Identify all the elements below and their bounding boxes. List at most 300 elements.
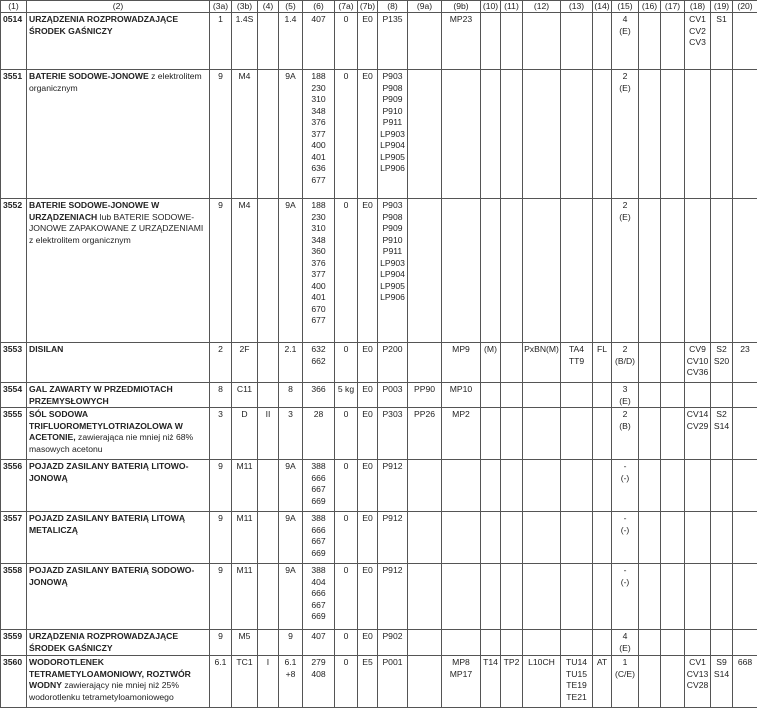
cell-c6 bbox=[303, 408, 335, 460]
cell-value: 388 bbox=[304, 461, 333, 473]
cell-c7b: E0 bbox=[358, 70, 378, 199]
cell-value: 188 bbox=[304, 71, 333, 83]
cell-c5: 9A bbox=[279, 460, 303, 512]
cell-value: 400 bbox=[304, 281, 333, 293]
cell-value: CV14 bbox=[686, 409, 709, 421]
un-number-cell: 3554 bbox=[1, 383, 27, 408]
un-number-cell: 3559 bbox=[1, 630, 27, 656]
cell-c8 bbox=[378, 383, 408, 408]
cell-c18 bbox=[685, 13, 711, 70]
substance-name-cell bbox=[27, 343, 210, 383]
cell-value: 636 bbox=[304, 163, 333, 175]
table-row bbox=[1, 564, 757, 630]
cell-c17 bbox=[661, 199, 685, 343]
cell-c20 bbox=[733, 564, 757, 630]
cell-value: TE19 bbox=[562, 680, 591, 692]
table-row bbox=[1, 343, 757, 383]
substance-name-rest: z elektrolitem organicznym bbox=[29, 71, 202, 93]
cell-c11 bbox=[501, 343, 523, 383]
table-row bbox=[1, 656, 757, 708]
substance-name-bold: URZĄDZENIA ROZPROWADZAJĄCE ŚRODEK GAŚNICZY bbox=[29, 14, 178, 36]
cell-c16 bbox=[639, 630, 661, 656]
cell-value: 407 bbox=[304, 631, 333, 643]
cell-c16 bbox=[639, 512, 661, 564]
cell-c6 bbox=[303, 656, 335, 708]
cell-c5: 3 bbox=[279, 408, 303, 460]
cell-c15 bbox=[612, 460, 639, 512]
cell-c14 bbox=[593, 460, 612, 512]
cell-value: CV1 bbox=[686, 657, 709, 669]
cell-c4 bbox=[258, 460, 279, 512]
substance-name-cell bbox=[27, 512, 210, 564]
cell-value: 310 bbox=[304, 223, 333, 235]
cell-c12 bbox=[523, 13, 561, 70]
substance-name-cell bbox=[27, 656, 210, 708]
cell-c17 bbox=[661, 564, 685, 630]
substance-name-bold: BATERIE SODOWE-JONOWE W URZĄDZENIACH bbox=[29, 200, 159, 222]
column-header: (15) bbox=[612, 1, 639, 13]
cell-value: LP903 bbox=[379, 258, 406, 270]
cell-c7b: E5 bbox=[358, 656, 378, 708]
cell-c18 bbox=[685, 630, 711, 656]
cell-c5: 8 bbox=[279, 383, 303, 408]
cell-c4 bbox=[258, 630, 279, 656]
cell-value: 407 bbox=[304, 14, 333, 26]
cell-value: P911 bbox=[379, 246, 406, 258]
cell-c11 bbox=[501, 460, 523, 512]
substance-name-cell bbox=[27, 383, 210, 408]
cell-value: MP17 bbox=[443, 669, 479, 681]
cell-c18 bbox=[685, 408, 711, 460]
cell-value: P908 bbox=[379, 212, 406, 224]
column-header: (16) bbox=[639, 1, 661, 13]
cell-c7b: E0 bbox=[358, 564, 378, 630]
cell-c16 bbox=[639, 383, 661, 408]
cell-value: P912 bbox=[379, 513, 406, 525]
cell-c12 bbox=[523, 199, 561, 343]
cell-c3a: 9 bbox=[210, 70, 232, 199]
cell-c15 bbox=[612, 13, 639, 70]
cell-c16 bbox=[639, 656, 661, 708]
cell-c16 bbox=[639, 460, 661, 512]
cell-c18 bbox=[685, 343, 711, 383]
cell-c10 bbox=[481, 408, 501, 460]
cell-value: 662 bbox=[304, 356, 333, 368]
cell-c6 bbox=[303, 630, 335, 656]
table-row bbox=[1, 70, 757, 199]
cell-c13 bbox=[561, 343, 593, 383]
cell-c20 bbox=[733, 70, 757, 199]
cell-c8 bbox=[378, 656, 408, 708]
cell-c11 bbox=[501, 512, 523, 564]
cell-value: P911 bbox=[379, 117, 406, 129]
cell-c7a: 0 bbox=[335, 343, 358, 383]
cell-c19 bbox=[711, 199, 733, 343]
cell-c3b: 2F bbox=[232, 343, 258, 383]
cell-c3b: M4 bbox=[232, 199, 258, 343]
cell-c15 bbox=[612, 343, 639, 383]
table-row bbox=[1, 630, 757, 656]
cell-c9a bbox=[408, 199, 442, 343]
column-header: (20) bbox=[733, 1, 757, 13]
un-number-cell: 3552 bbox=[1, 199, 27, 343]
cell-value: 666 bbox=[304, 525, 333, 537]
cell-c20 bbox=[733, 460, 757, 512]
cell-value: 377 bbox=[304, 269, 333, 281]
cell-c12 bbox=[523, 564, 561, 630]
cell-value: P908 bbox=[379, 83, 406, 95]
cell-c15 bbox=[612, 383, 639, 408]
cell-c14 bbox=[593, 408, 612, 460]
cell-c13 bbox=[561, 630, 593, 656]
cell-c4: I bbox=[258, 656, 279, 708]
cell-c6 bbox=[303, 564, 335, 630]
cell-c20 bbox=[733, 512, 757, 564]
cell-c4 bbox=[258, 199, 279, 343]
cell-value: CV10 bbox=[686, 356, 709, 368]
table-row bbox=[1, 199, 757, 343]
cell-c9b bbox=[442, 656, 481, 708]
cell-c7b: E0 bbox=[358, 13, 378, 70]
cell-value: P903 bbox=[379, 200, 406, 212]
cell-value: 401 bbox=[304, 152, 333, 164]
substance-name-bold: WODOROTLENEK TETRAMETYLOAMONIOWY, ROZTWÓR WODNY bbox=[29, 657, 191, 690]
cell-c11 bbox=[501, 564, 523, 630]
un-number-cell: 3560 bbox=[1, 656, 27, 708]
cell-c19 bbox=[711, 656, 733, 708]
table-row bbox=[1, 408, 757, 460]
cell-c3b: 1.4S bbox=[232, 13, 258, 70]
cell-c8 bbox=[378, 408, 408, 460]
cell-c19 bbox=[711, 343, 733, 383]
cell-c13 bbox=[561, 656, 593, 708]
cell-value: CV28 bbox=[686, 680, 709, 692]
cell-c16 bbox=[639, 70, 661, 199]
cell-value: MP9 bbox=[443, 344, 479, 356]
cell-c8 bbox=[378, 630, 408, 656]
column-header: (3a) bbox=[210, 1, 232, 13]
cell-c17 bbox=[661, 70, 685, 199]
cell-c12 bbox=[523, 408, 561, 460]
cell-value: S1 bbox=[712, 14, 731, 26]
cell-c7a: 5 kg bbox=[335, 383, 358, 408]
cell-value: 2 bbox=[613, 71, 637, 83]
cell-c3b: C11 bbox=[232, 383, 258, 408]
cell-c15 bbox=[612, 408, 639, 460]
cell-c12 bbox=[523, 512, 561, 564]
cell-value: P903 bbox=[379, 71, 406, 83]
cell-c8 bbox=[378, 512, 408, 564]
cell-c9a bbox=[408, 70, 442, 199]
substance-name-bold: URZĄDZENIA ROZPROWADZAJĄCE ŚRODEK GAŚNICZY bbox=[29, 631, 178, 653]
column-header: (2) bbox=[27, 1, 210, 13]
cell-c3a: 9 bbox=[210, 630, 232, 656]
cell-value: P912 bbox=[379, 565, 406, 577]
cell-c5: 2.1 bbox=[279, 343, 303, 383]
cell-value: (-) bbox=[613, 577, 637, 589]
cell-c9b bbox=[442, 630, 481, 656]
un-number-cell: 3553 bbox=[1, 343, 27, 383]
cell-c15 bbox=[612, 70, 639, 199]
cell-value: 677 bbox=[304, 175, 333, 187]
cell-c11 bbox=[501, 630, 523, 656]
un-number-cell: 3557 bbox=[1, 512, 27, 564]
cell-c18 bbox=[685, 656, 711, 708]
cell-c18 bbox=[685, 512, 711, 564]
cell-value: S20 bbox=[712, 356, 731, 368]
cell-c7a: 0 bbox=[335, 564, 358, 630]
cell-value: S9 bbox=[712, 657, 731, 669]
table-row bbox=[1, 460, 757, 512]
cell-value: - bbox=[613, 565, 637, 577]
cell-value: MP8 bbox=[443, 657, 479, 669]
cell-value: 188 bbox=[304, 200, 333, 212]
cell-c12 bbox=[523, 630, 561, 656]
cell-c10 bbox=[481, 630, 501, 656]
cell-c13 bbox=[561, 199, 593, 343]
cell-value: 667 bbox=[304, 536, 333, 548]
cell-c10 bbox=[481, 70, 501, 199]
cell-c6 bbox=[303, 199, 335, 343]
cell-value: P910 bbox=[379, 235, 406, 247]
cell-c3b: M4 bbox=[232, 70, 258, 199]
cell-c5: 9A bbox=[279, 199, 303, 343]
cell-c7b: E0 bbox=[358, 343, 378, 383]
cell-c19 bbox=[711, 70, 733, 199]
cell-value: 279 bbox=[304, 657, 333, 669]
cell-c18 bbox=[685, 199, 711, 343]
cell-value: 376 bbox=[304, 117, 333, 129]
cell-value: (E) bbox=[613, 643, 637, 655]
cell-value: 632 bbox=[304, 344, 333, 356]
cell-c19 bbox=[711, 383, 733, 408]
cell-c15 bbox=[612, 564, 639, 630]
cell-value: 666 bbox=[304, 588, 333, 600]
cell-c20 bbox=[733, 408, 757, 460]
cell-value: LP903 bbox=[379, 129, 406, 141]
cell-c3a: 9 bbox=[210, 512, 232, 564]
cell-value: 1 bbox=[613, 657, 637, 669]
cell-value: P912 bbox=[379, 461, 406, 473]
cell-c19 bbox=[711, 460, 733, 512]
column-header: (10) bbox=[481, 1, 501, 13]
cell-value: LP905 bbox=[379, 281, 406, 293]
cell-value: 360 bbox=[304, 246, 333, 258]
cell-c3a: 9 bbox=[210, 564, 232, 630]
cell-c17 bbox=[661, 656, 685, 708]
substance-name-bold: POJAZD ZASILANY BATERIĄ SODOWO-JONOWĄ bbox=[29, 565, 194, 587]
column-header: (7a) bbox=[335, 1, 358, 13]
cell-c10 bbox=[481, 13, 501, 70]
cell-c17 bbox=[661, 13, 685, 70]
cell-c16 bbox=[639, 408, 661, 460]
cell-value: 377 bbox=[304, 129, 333, 141]
cell-value: S2 bbox=[712, 409, 731, 421]
cell-c3a: 8 bbox=[210, 383, 232, 408]
cell-value: CV2 bbox=[686, 26, 709, 38]
cell-c16 bbox=[639, 13, 661, 70]
cell-c5: 9 bbox=[279, 630, 303, 656]
cell-value: P003 bbox=[379, 384, 406, 396]
cell-c10: (M) bbox=[481, 343, 501, 383]
cell-c10 bbox=[481, 512, 501, 564]
cell-c17 bbox=[661, 460, 685, 512]
cell-c9b bbox=[442, 13, 481, 70]
cell-c16 bbox=[639, 199, 661, 343]
cell-value: TT9 bbox=[562, 356, 591, 368]
cell-c12 bbox=[523, 70, 561, 199]
cell-value: 28 bbox=[304, 409, 333, 421]
cell-value: 366 bbox=[304, 384, 333, 396]
cell-c14 bbox=[593, 564, 612, 630]
cell-c8 bbox=[378, 460, 408, 512]
cell-c20 bbox=[733, 630, 757, 656]
cell-c4: II bbox=[258, 408, 279, 460]
cell-c11 bbox=[501, 13, 523, 70]
cell-value: TU15 bbox=[562, 669, 591, 681]
cell-c7b: E0 bbox=[358, 512, 378, 564]
cell-c7a: 0 bbox=[335, 630, 358, 656]
cell-value: (-) bbox=[613, 473, 637, 485]
cell-c9b bbox=[442, 408, 481, 460]
cell-c3b: M11 bbox=[232, 564, 258, 630]
cell-c7a: 0 bbox=[335, 656, 358, 708]
cell-c12: L10CH bbox=[523, 656, 561, 708]
cell-value: CV29 bbox=[686, 421, 709, 433]
cell-c18 bbox=[685, 460, 711, 512]
cell-c8 bbox=[378, 199, 408, 343]
cell-value: (B) bbox=[613, 421, 637, 433]
substance-name-bold: BATERIE SODOWE-JONOWE bbox=[29, 71, 149, 81]
cell-c8 bbox=[378, 564, 408, 630]
cell-c9a: PP90 bbox=[408, 383, 442, 408]
cell-c9b bbox=[442, 199, 481, 343]
cell-value: P135 bbox=[379, 14, 406, 26]
cell-c10 bbox=[481, 460, 501, 512]
cell-value: MP10 bbox=[443, 384, 479, 396]
cell-c9a bbox=[408, 630, 442, 656]
cell-c9a: PP26 bbox=[408, 408, 442, 460]
cell-c17 bbox=[661, 408, 685, 460]
cell-value: 2 bbox=[613, 409, 637, 421]
cell-value: P910 bbox=[379, 106, 406, 118]
un-number-cell: 3555 bbox=[1, 408, 27, 460]
cell-c7b: E0 bbox=[358, 383, 378, 408]
substance-name-bold: POJAZD ZASILANY BATERIĄ LITOWĄ METALICZĄ bbox=[29, 513, 185, 535]
cell-value: 4 bbox=[613, 14, 637, 26]
column-header: (1) bbox=[1, 1, 27, 13]
cell-c13 bbox=[561, 512, 593, 564]
cell-c6 bbox=[303, 13, 335, 70]
cell-c20 bbox=[733, 383, 757, 408]
cell-value: (E) bbox=[613, 212, 637, 224]
cell-c4 bbox=[258, 512, 279, 564]
cell-c16 bbox=[639, 564, 661, 630]
substance-name-cell bbox=[27, 408, 210, 460]
cell-value: 388 bbox=[304, 565, 333, 577]
column-header: (14) bbox=[593, 1, 612, 13]
column-header: (7b) bbox=[358, 1, 378, 13]
cell-value: S14 bbox=[712, 421, 731, 433]
cell-c13 bbox=[561, 383, 593, 408]
cell-value: (E) bbox=[613, 26, 637, 38]
cell-c3b: M11 bbox=[232, 512, 258, 564]
cell-c14 bbox=[593, 70, 612, 199]
cell-value: CV1 bbox=[686, 14, 709, 26]
column-header: (6) bbox=[303, 1, 335, 13]
cell-c4 bbox=[258, 383, 279, 408]
cell-value: TU14 bbox=[562, 657, 591, 669]
substance-name-cell bbox=[27, 460, 210, 512]
cell-value: 669 bbox=[304, 496, 333, 508]
cell-value: LP906 bbox=[379, 163, 406, 175]
cell-value: CV9 bbox=[686, 344, 709, 356]
cell-c6 bbox=[303, 343, 335, 383]
cell-value: LP905 bbox=[379, 152, 406, 164]
cell-value: - bbox=[613, 461, 637, 473]
cell-value: 667 bbox=[304, 600, 333, 612]
cell-c6 bbox=[303, 512, 335, 564]
cell-c13 bbox=[561, 564, 593, 630]
cell-c10: T14 bbox=[481, 656, 501, 708]
cell-value: 3 bbox=[613, 384, 637, 396]
cell-value: CV36 bbox=[686, 367, 709, 379]
un-number-cell: 3556 bbox=[1, 460, 27, 512]
cell-c14 bbox=[593, 199, 612, 343]
substance-name-rest: lub BATERIE SODOWE-JONOWE ZAPAKOWANE Z URZĄDZENIAMI z elektrolitem organicznym bbox=[29, 212, 203, 245]
cell-c14: FL bbox=[593, 343, 612, 383]
table-row bbox=[1, 13, 757, 70]
cell-c3a: 9 bbox=[210, 460, 232, 512]
cell-c9a bbox=[408, 564, 442, 630]
column-header: (19) bbox=[711, 1, 733, 13]
table-row bbox=[1, 512, 757, 564]
cell-c9a bbox=[408, 460, 442, 512]
cell-value: 2 bbox=[613, 200, 637, 212]
cell-value: 677 bbox=[304, 315, 333, 327]
cell-c11: TP2 bbox=[501, 656, 523, 708]
column-header: (9a) bbox=[408, 1, 442, 13]
cell-value: 408 bbox=[304, 669, 333, 681]
cell-c8 bbox=[378, 343, 408, 383]
cell-c19 bbox=[711, 564, 733, 630]
cell-value: 404 bbox=[304, 577, 333, 589]
column-header: (11) bbox=[501, 1, 523, 13]
cell-c18 bbox=[685, 70, 711, 199]
cell-c13 bbox=[561, 408, 593, 460]
cell-c4 bbox=[258, 564, 279, 630]
cell-value: 669 bbox=[304, 548, 333, 560]
cell-c14 bbox=[593, 512, 612, 564]
column-header: (3b) bbox=[232, 1, 258, 13]
cell-c14 bbox=[593, 13, 612, 70]
cell-value: 400 bbox=[304, 140, 333, 152]
cell-value: 669 bbox=[304, 611, 333, 623]
cell-c8 bbox=[378, 70, 408, 199]
cell-c17 bbox=[661, 383, 685, 408]
cell-value: MP23 bbox=[443, 14, 479, 26]
cell-value: (E) bbox=[613, 396, 637, 408]
cell-c18 bbox=[685, 564, 711, 630]
cell-c9a bbox=[408, 512, 442, 564]
cell-value: (B/D) bbox=[613, 356, 637, 368]
cell-c6 bbox=[303, 70, 335, 199]
cell-value: P200 bbox=[379, 344, 406, 356]
cell-value: 388 bbox=[304, 513, 333, 525]
substance-name-cell bbox=[27, 70, 210, 199]
cell-c13 bbox=[561, 70, 593, 199]
cell-c3b: M11 bbox=[232, 460, 258, 512]
